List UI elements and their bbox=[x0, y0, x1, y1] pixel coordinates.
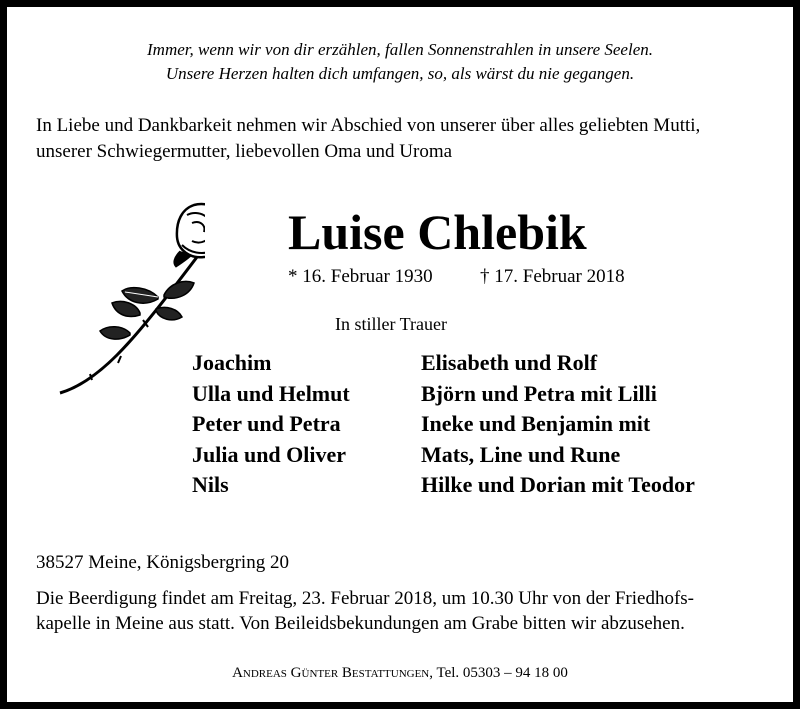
mourner-name: Elisabeth und Rolf bbox=[421, 350, 598, 375]
funeral-details bbox=[36, 586, 776, 636]
undertaker-footer bbox=[0, 665, 800, 682]
undertaker-phone: , Tel. 05303 – 94 18 00 bbox=[429, 665, 568, 681]
intro-line-1: In Liebe und Dankbarkeit nehmen wir Abschied von unserer über alles geliebten Mutti, bbox=[36, 115, 701, 136]
death-date: † 17. Februar 2018 bbox=[480, 266, 625, 287]
mourners-right-column bbox=[421, 348, 695, 501]
mourner-name: Peter und Petra bbox=[192, 411, 341, 436]
mourning-label: In stiller Trauer bbox=[335, 314, 447, 334]
family-address: 38527 Meine, Königsbergring 20 bbox=[36, 552, 289, 573]
mourner-name: Julia und Oliver bbox=[192, 441, 347, 467]
rose-leaves bbox=[100, 282, 194, 340]
mourner-name: Hilke und Dorian mit Teodor bbox=[421, 472, 695, 497]
mourner-name: Joachim bbox=[192, 350, 272, 375]
mourner-name: Mats, Line und Rune bbox=[421, 441, 621, 467]
mourner-name: Nils bbox=[192, 472, 229, 497]
mourner-name: Ulla und Helmut bbox=[192, 380, 350, 406]
intro-line-2: unserer Schwiegermutter, liebevollen Oma und Uroma bbox=[36, 141, 453, 162]
quote-line-2: Unsere Herzen halten dich umfangen, so, als wärst du nie gegangen. bbox=[165, 64, 635, 83]
mourners-left-column bbox=[192, 348, 350, 501]
funeral-line-2: kapelle in Meine aus statt. Von Beileidsbekundungen am Grabe bitten wir abzusehen. bbox=[36, 613, 685, 634]
mourner-name: Björn und Petra mit Lilli bbox=[421, 380, 657, 406]
funeral-line-1: Die Beerdigung findet am Freitag, 23. Februar 2018, um 10.30 Uhr von der Friedhofs- bbox=[36, 588, 695, 609]
quote-line-1: Immer, wenn wir von dir erzählen, fallen Sonnenstrahlen in unsere Seelen. bbox=[147, 40, 653, 59]
birth-date: * 16. Februar 1930 bbox=[288, 266, 433, 287]
undertaker-name: Andreas Günter Bestattungen bbox=[232, 665, 430, 681]
rose-bloom bbox=[174, 204, 205, 267]
rose-icon bbox=[30, 195, 205, 405]
mourner-name: Ineke und Benjamin mit bbox=[421, 411, 651, 436]
memorial-quote bbox=[0, 38, 800, 86]
deceased-name: Luise Chlebik bbox=[288, 204, 587, 260]
intro-text bbox=[36, 113, 776, 165]
